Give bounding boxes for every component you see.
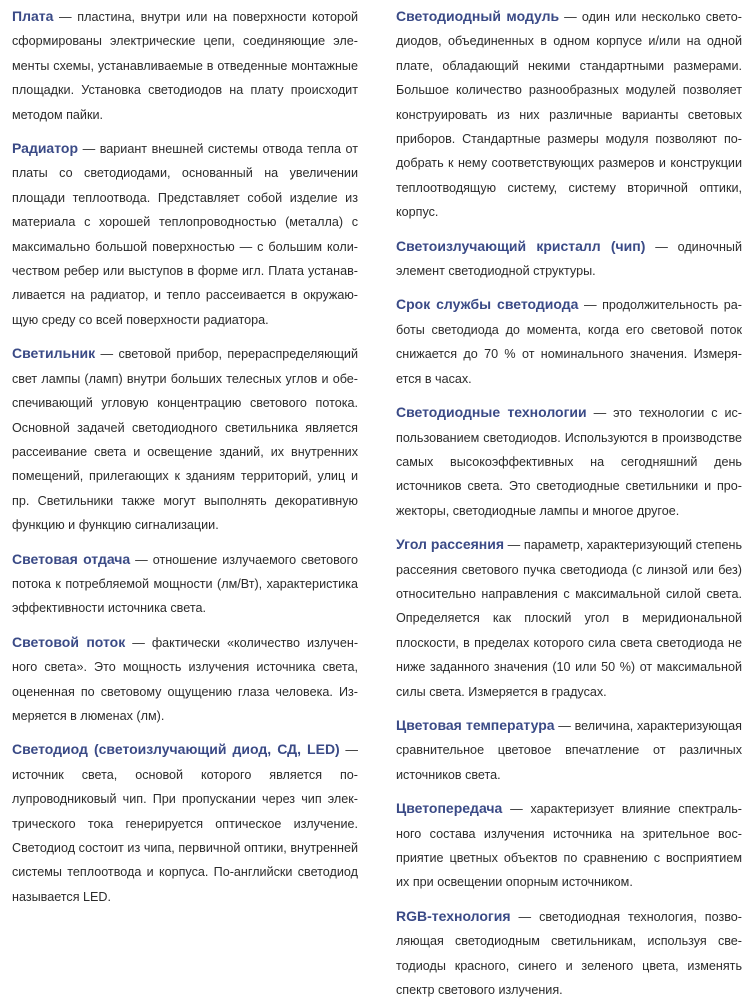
glossary-column-left: [12, 4, 358, 983]
glossary-entry-svetovaya-otdacha: Световая отдача — отношение излучаемого светового потока к потребляемой мощности (лм/Вт), характеристика эффективности источника света.: [12, 550, 358, 616]
glossary-entry-svetodiod: Светодиод (светоизлучающий диод, СД, LED) — источник света, основой которого является полупроводниковый чип. При пропускании через чип электрического тока генерируется оптическое излучение. Светодиод состоит из чипа, первичной оптики, внутренней системы теплоотвода и корпуса. По-английски светодиод называется LED.: [12, 741, 358, 904]
glossary-entry-svetodiodnye-tekhnologii: Светодиодные технологии — это технологии с использованием светодиодов. Используются в производстве самых высокоэффективных на сегодняшний день источников света. Это светодиодные светильники и прожекторы, светодиодные лампы и многое другое.: [396, 404, 742, 518]
glossary-definition: продолжительность работы светодиода до момента, когда его световой поток снижается до 70 % от номинального значения. Измеряется в часах.: [396, 298, 742, 386]
glossary-definition: величина, характеризующая сравнительное цветовое впечатление от различных источников света.: [396, 718, 742, 782]
glossary-term: Срок службы светодиода: [396, 296, 579, 313]
glossary-term: RGB-технология: [396, 907, 511, 924]
glossary-term: Цветовая температура: [396, 716, 555, 733]
glossary-entry-svetilnik: Светильник — световой прибор, перераспределяющий свет лампы (ламп) внутри больших телесных углов и обеспечивающий угловую концентрацию светового потока. Основной задачей светодиодного светильника является рассеивание света и освещение зданий, их внутренних помещений, прилегающих к зданиям территорий, улиц и пр. Светильники также могут выполнять декоративную функцию и функцию сигнализации.: [12, 345, 358, 533]
glossary-term: Радиатор: [12, 140, 78, 157]
glossary-term: Световая отдача: [12, 550, 131, 567]
glossary-definition: вариант внешней системы отвода тепла от платы со светодиодами, основанный на увеличении площади теплоотвода. Представляет собой изделие из материала с хорошей теплопроводностью (металла) с максимально большой поверхностью — с большим количеством ребер или выступов в форме игл. Плата устанавливается на радиатор, и тепло рассеивается в окружающую среду со всей поверхности радиатора.: [12, 142, 359, 327]
glossary-term: Световой поток: [12, 633, 126, 650]
glossary-entry-tsvetovaya-temperatura: Цветовая температура — величина, характеризующая сравнительное цветовое впечатление от различных источников света.: [396, 716, 742, 782]
glossary-term: Цветопередача: [396, 800, 503, 817]
glossary-definition: пластина, внутри или на поверхности которой сформированы электрические цепи, соединяющие элементы схемы, устанавливаемые в отведенные монтажные площадки. Установка светодиодов на плату происходит методом пайки.: [12, 10, 359, 122]
glossary-definition: один или несколько светодиодов, объединенных в одном корпусе и/или на одной плате, обладающий некими стандартными размерами. Большое количество разнообразных модулей позволяет конструировать из них различные варианты световых приборов. Стандартные размеры модуля позволяют подобрать к нему соответствующих размеров и конструкции теплоотводящую систему, систему вторичной оптики, корпус.: [396, 10, 742, 220]
glossary-term: Плата: [12, 8, 54, 24]
glossary-term: Светоизлучающий кристалл (чип): [396, 237, 646, 254]
glossary-term: Светодиодные технологии: [396, 404, 587, 421]
glossary-entry-ugol-rasseyaniya: Угол рассеяния — параметр, характеризующий степень рассеяния светового пучка светодиода (с линзой или без) относительно направления с максимальной силой света. Определяется как плоский угол в меридиональной плоскости, в пределах которого сила света светодиода не ниже заданного значения (10 или 50 %) от максимальной силы света. Измеряется в градусах.: [396, 536, 743, 699]
glossary-definition: это технологии с использованием светодиодов. Используются в производстве самых высокоэффективных на сегодняшний день источников света. Это светодиодные светильники и прожекторы, светодиодные лампы и многое другое.: [396, 406, 742, 518]
glossary-definition: параметр, характеризующий степень рассеяния светового пучка светодиода (с линзой или без) относительно направления с максимальной силой света. Определяется как плоский угол в меридиональной плоскости, в пределах которого сила света светодиода не ниже заданного значения (10 или 50 %) от максимальной силы света. Измеряется в градусах.: [396, 538, 743, 699]
glossary-term: Светодиод (светоизлучающий диод, СД, LED): [12, 741, 340, 758]
glossary-column-right: [396, 4, 743, 998]
glossary-definition: одиночный элемент светодиодной структуры.: [396, 239, 742, 279]
glossary-entry-srok-sluzhby: Срок службы светодиода — продолжительность работы светодиода до момента, когда его световой поток снижается до 70 % от номинального значения. Измеряется в часах.: [396, 296, 742, 386]
glossary-entry-svetovoy-potok: Световой поток — фактически «количество излученного света». Это мощность излучения источника света, оцененная по световому ощущению глаза человека. Измеряется в люменах (лм).: [12, 633, 359, 723]
glossary-definition: отношение излучаемого светового потока к потребляемой мощности (лм/Вт), характеристика эффективности источника света.: [12, 552, 358, 616]
glossary-entry-svetodiodny-modul: Светодиодный модуль — один или несколько светодиодов, объединенных в одном корпусе и/или на одной плате, обладающий некими стандартными размерами. Большое количество разнообразных модулей позволяет конструировать из них различные варианты световых приборов. Стандартные размеры модуля позволяют подобрать к нему соответствующих размеров и конструкции теплоотводящую систему, систему вторичной оптики, корпус.: [396, 8, 742, 220]
glossary-term: Светодиодный модуль: [396, 8, 560, 24]
glossary-definition: светодиодная технология, позволяющая светодиодным светильникам, используя светодиоды красного, синего и зеленого цвета, изменять спектр светового излучения.: [396, 909, 742, 998]
glossary-entry-rgb: RGB-технология — светодиодная технология, позволяющая светодиодным светильникам, используя светодиоды красного, синего и зеленого цвета, изменять спектр светового излучения.: [396, 907, 742, 998]
glossary-term: Угол рассеяния: [396, 536, 505, 553]
glossary-definition: источник света, основой которого является полупроводниковый чип. При пропускании через чип электрического тока генерируется оптическое излучение. Светодиод состоит из чипа, первичной оптики, внутренней системы теплоотвода и корпуса. По-английски светодиод называется LED.: [12, 767, 358, 904]
glossary-definition: характеризует влияние спектрального состава излучения источника на зрительное восприятие цветных объектов по сравнению с восприятием их при освещении опорным источником.: [396, 802, 742, 890]
glossary-definition: световой прибор, перераспределяющий свет лампы (ламп) внутри больших телесных углов и обеспечивающий угловую концентрацию светового потока. Основной задачей светодиодного светильника является рассеивание света и освещение зданий, их внутренних помещений, прилегающих к зданиям территорий, улиц и пр. Светильники также могут выполнять декоративную функцию и функцию сигнализации.: [12, 347, 358, 533]
glossary-term: Светильник: [12, 345, 96, 362]
glossary-entry-chip: Светоизлучающий кристалл (чип) — одиночный элемент светодиодной структуры.: [396, 237, 742, 279]
glossary-entry-tsvetoperedacha: Цветопередача — характеризует влияние спектрального состава излучения источника на зрительное восприятие цветных объектов по сравнению с восприятием их при освещении опорным источником.: [396, 800, 742, 890]
glossary-definition: фактически «количество излученного света». Это мощность излучения источника света, оцененная по световому ощущению глаза человека. Измеряется в люменах (лм).: [12, 635, 359, 723]
glossary-entry-plata: Плата — пластина, внутри или на поверхности которой сформированы электрические цепи, соединяющие элементы схемы, устанавливаемые в отведенные монтажные площадки. Установка светодиодов на плату происходит методом пайки.: [12, 8, 359, 122]
glossary-entry-radiator: Радиатор — вариант внешней системы отвода тепла от платы со светодиодами, основанный на увеличении площади теплоотвода. Представляет собой изделие из материала с хорошей теплопроводностью (металла) с максимально большой поверхностью — с большим количеством ребер или выступов в форме игл. Плата устанавливается на радиатор, и тепло рассеивается в окружающую среду со всей поверхности радиатора.: [12, 140, 359, 327]
